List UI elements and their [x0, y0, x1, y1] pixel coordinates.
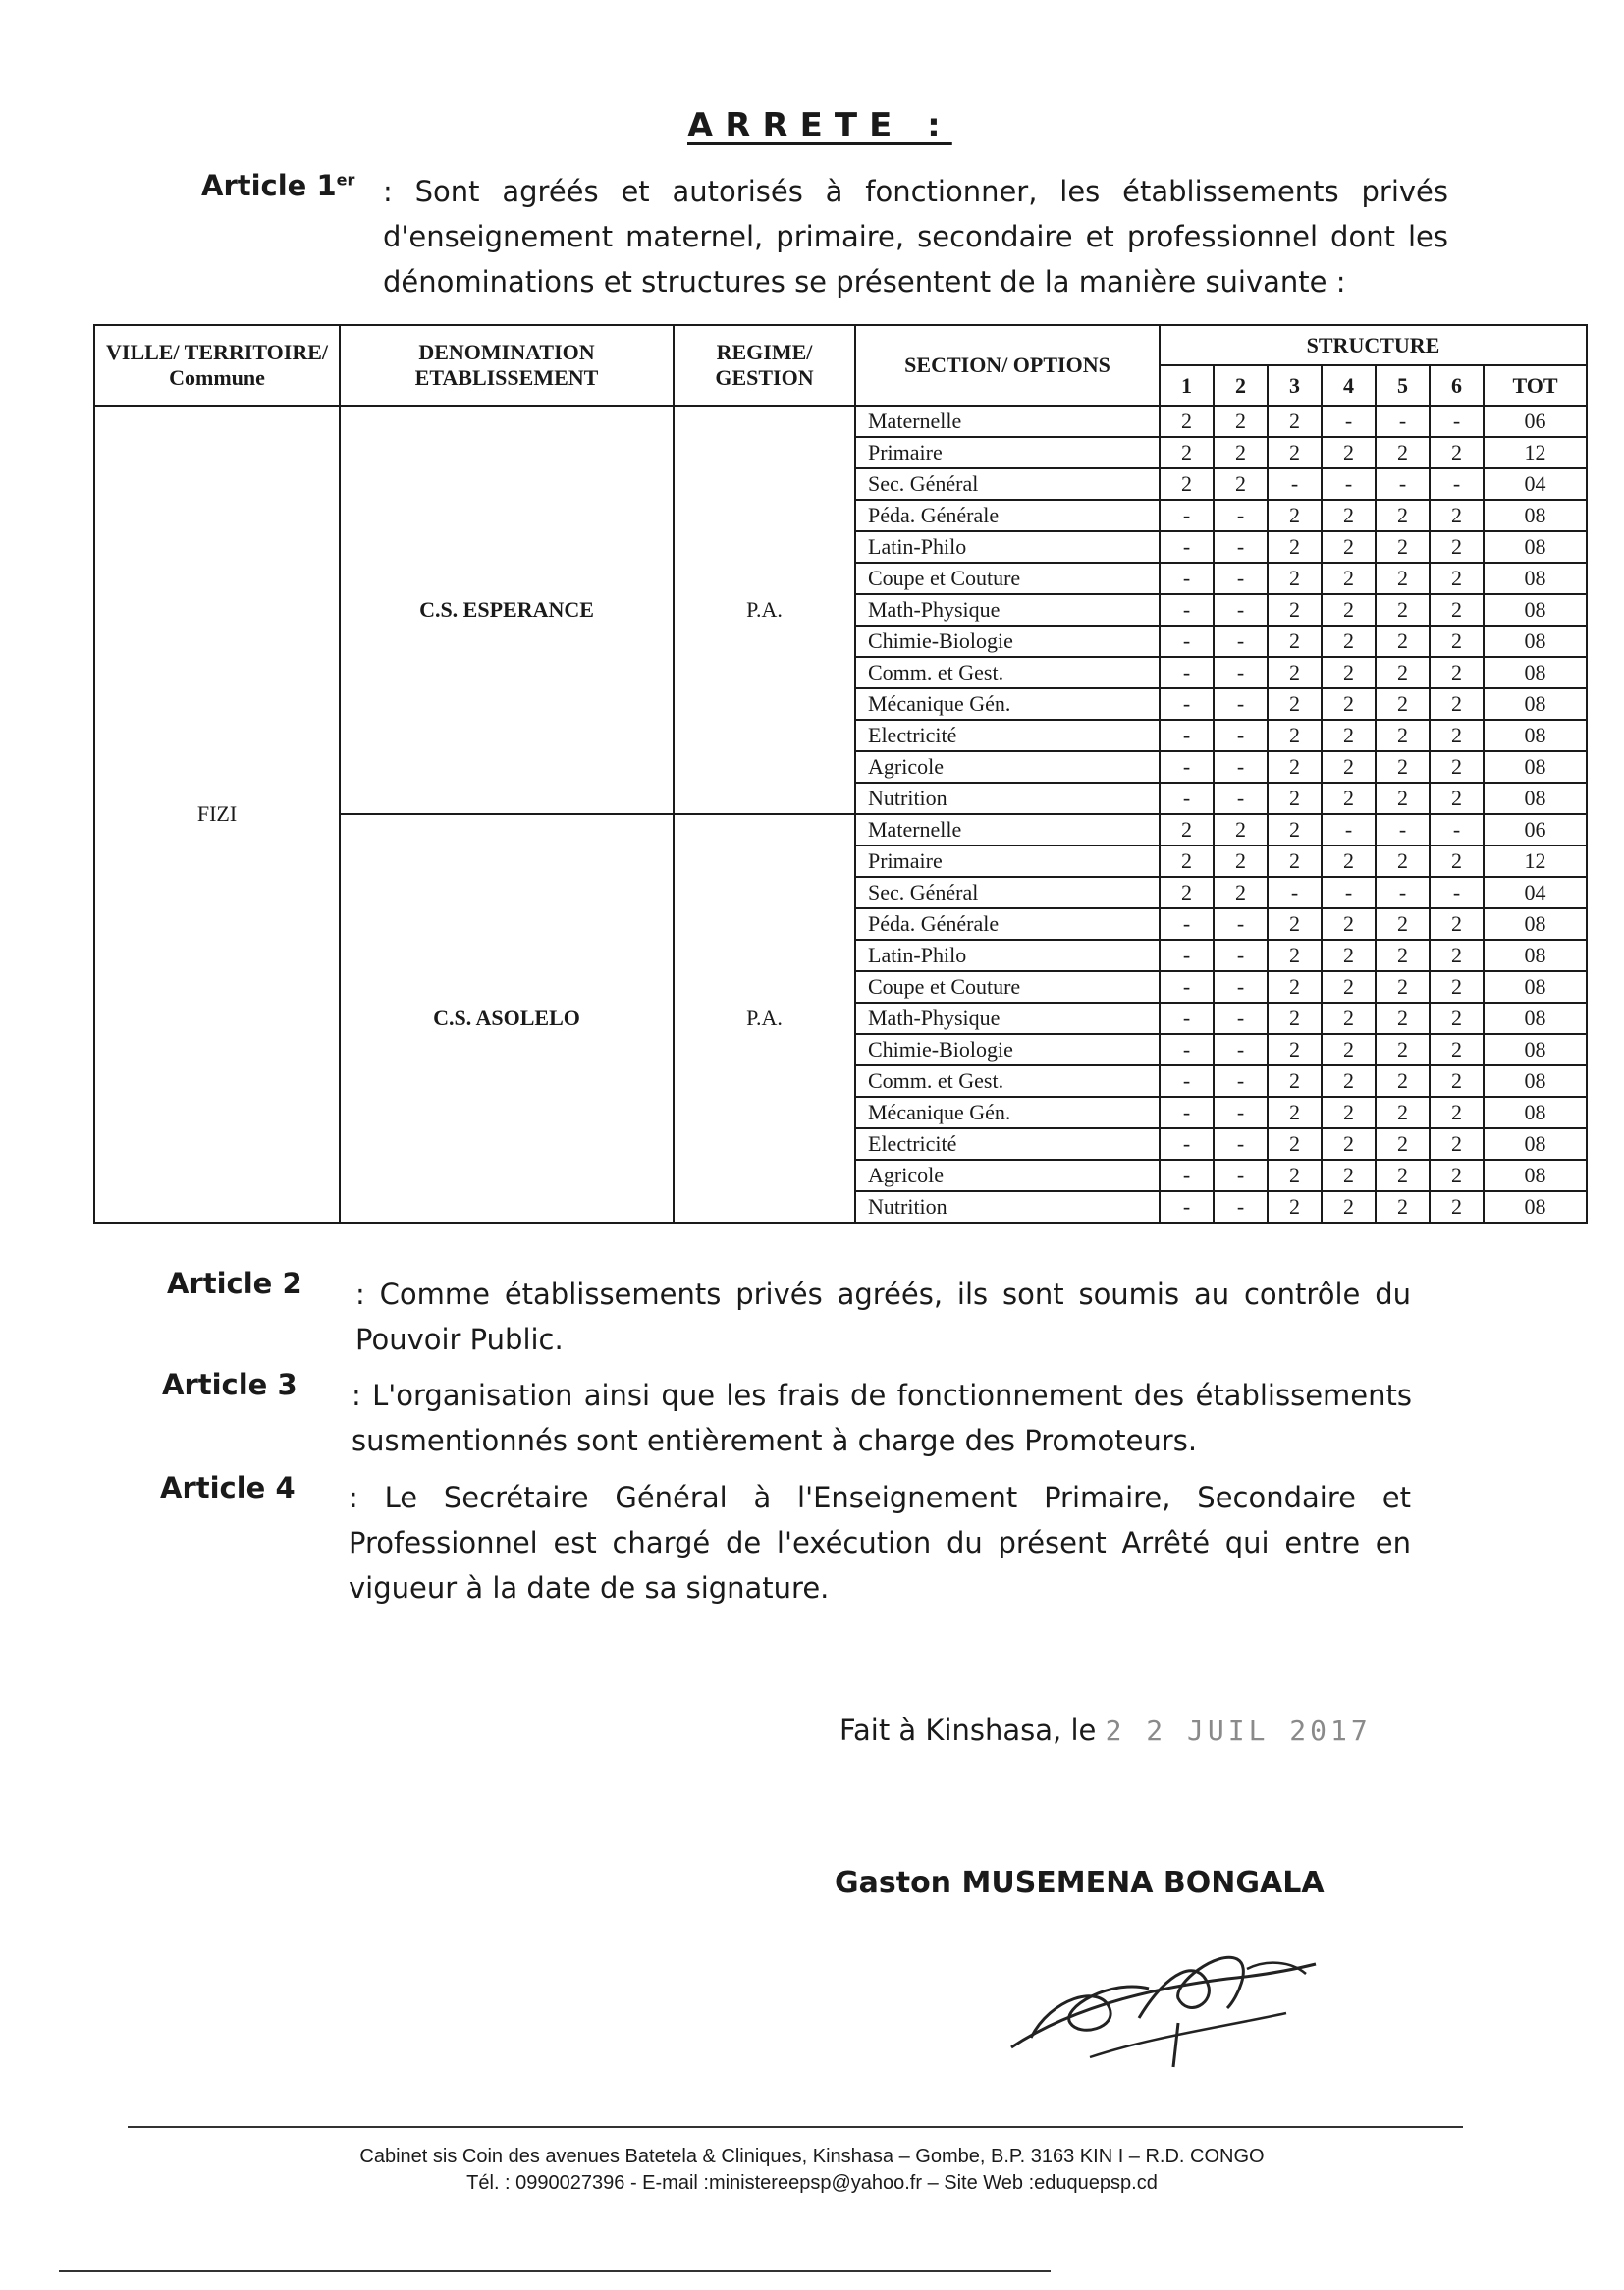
cell-structure-4: 2 [1322, 657, 1376, 688]
cell-structure-4: 2 [1322, 1097, 1376, 1128]
cell-option: Maternelle [855, 814, 1160, 845]
cell-structure-3: 2 [1268, 1034, 1322, 1065]
cell-structure-6: - [1430, 877, 1484, 908]
header-section: SECTION/ OPTIONS [855, 325, 1160, 406]
table-body [94, 406, 1587, 1223]
cell-structure-3: 2 [1268, 406, 1322, 437]
article-2-text: : Comme établissements privés agréés, ils sont soumis au contrôle du Pouvoir Public. [355, 1278, 1411, 1356]
cell-structure-6: 2 [1430, 940, 1484, 971]
cell-structure-2: 2 [1214, 437, 1268, 468]
cell-total: 06 [1484, 406, 1587, 437]
cell-structure-6: 2 [1430, 1003, 1484, 1034]
header-structure: STRUCTURE [1160, 325, 1587, 365]
cell-total: 08 [1484, 1034, 1587, 1065]
cell-structure-4: 2 [1322, 751, 1376, 783]
cell-total: 08 [1484, 971, 1587, 1003]
cell-structure-2: - [1214, 971, 1268, 1003]
article-4-label: Article 4 [160, 1471, 296, 1504]
cell-option: Electricité [855, 1128, 1160, 1160]
cell-option: Latin-Philo [855, 940, 1160, 971]
cell-structure-6: 2 [1430, 531, 1484, 563]
header-col-2: 2 [1214, 365, 1268, 406]
cell-structure-1: - [1160, 908, 1214, 940]
cell-option: Chimie-Biologie [855, 626, 1160, 657]
handwritten-signature [992, 1930, 1345, 2077]
cell-structure-2: - [1214, 1003, 1268, 1034]
cell-structure-6: 2 [1430, 437, 1484, 468]
cell-option: Chimie-Biologie [855, 1034, 1160, 1065]
cell-structure-2: - [1214, 751, 1268, 783]
cell-structure-1: 2 [1160, 468, 1214, 500]
cell-structure-4: 2 [1322, 1191, 1376, 1223]
cell-structure-2: - [1214, 1160, 1268, 1191]
cell-structure-6: - [1430, 814, 1484, 845]
cell-structure-3: 2 [1268, 688, 1322, 720]
cell-structure-1: - [1160, 1191, 1214, 1223]
header-col-3: 3 [1268, 365, 1322, 406]
cell-structure-2: 2 [1214, 845, 1268, 877]
cell-structure-5: - [1376, 877, 1430, 908]
cell-structure-3: 2 [1268, 563, 1322, 594]
document-title: ARRETE : [687, 106, 952, 145]
cell-total: 08 [1484, 594, 1587, 626]
cell-structure-1: - [1160, 500, 1214, 531]
header-col-5: 5 [1376, 365, 1430, 406]
article-1-sup: er [336, 170, 355, 190]
header-col-6: 6 [1430, 365, 1484, 406]
cell-structure-1: - [1160, 1065, 1214, 1097]
cell-structure-5: 2 [1376, 594, 1430, 626]
cell-structure-3: 2 [1268, 908, 1322, 940]
header-regime: REGIME/ GESTION [674, 325, 855, 406]
cell-structure-6: 2 [1430, 563, 1484, 594]
cell-structure-4: 2 [1322, 531, 1376, 563]
article-1-text: : Sont agréés et autorisés à fonctionner, les établissements privés d'enseignement maternel, primaire, secondaire et professionnel dont les dénominations et structures se présentent de la manière suivante : [383, 175, 1448, 299]
cell-option: Péda. Générale [855, 908, 1160, 940]
cell-total: 08 [1484, 1097, 1587, 1128]
cell-structure-4: - [1322, 814, 1376, 845]
cell-structure-3: 2 [1268, 437, 1322, 468]
cell-structure-4: 2 [1322, 1003, 1376, 1034]
cell-structure-5: 2 [1376, 563, 1430, 594]
article-2-label: Article 2 [167, 1267, 302, 1300]
cell-structure-1: - [1160, 531, 1214, 563]
cell-structure-2: - [1214, 783, 1268, 814]
cell-structure-2: - [1214, 626, 1268, 657]
cell-regime: P.A. [674, 814, 855, 1223]
cell-total: 08 [1484, 563, 1587, 594]
cell-structure-6: 2 [1430, 500, 1484, 531]
cell-structure-2: - [1214, 563, 1268, 594]
cell-structure-5: 2 [1376, 531, 1430, 563]
cell-structure-5: 2 [1376, 1191, 1430, 1223]
cell-option: Sec. Général [855, 468, 1160, 500]
cell-option: Nutrition [855, 783, 1160, 814]
cell-structure-5: 2 [1376, 940, 1430, 971]
cell-structure-2: - [1214, 688, 1268, 720]
cell-structure-3: 2 [1268, 845, 1322, 877]
cell-structure-1: - [1160, 1003, 1214, 1034]
cell-structure-5: 2 [1376, 657, 1430, 688]
cell-structure-1: - [1160, 783, 1214, 814]
cell-structure-2: - [1214, 908, 1268, 940]
cell-structure-6: 2 [1430, 720, 1484, 751]
article-3-text: : L'organisation ainsi que les frais de fonctionnement des établissements susmentionnés sont entièrement à charge des Promoteurs. [352, 1379, 1412, 1457]
cell-ville: FIZI [94, 406, 340, 1223]
cell-structure-5: 2 [1376, 1003, 1430, 1034]
cell-structure-6: - [1430, 468, 1484, 500]
cell-structure-3: 2 [1268, 1065, 1322, 1097]
table-row [94, 406, 1587, 437]
cell-structure-3: 2 [1268, 626, 1322, 657]
cell-total: 08 [1484, 1003, 1587, 1034]
cell-structure-6: 2 [1430, 1065, 1484, 1097]
cell-structure-5: 2 [1376, 626, 1430, 657]
cell-option: Comm. et Gest. [855, 657, 1160, 688]
cell-total: 08 [1484, 720, 1587, 751]
cell-structure-6: 2 [1430, 908, 1484, 940]
signature-place: Fait à Kinshasa, le [839, 1714, 1097, 1747]
cell-option: Coupe et Couture [855, 563, 1160, 594]
cell-structure-5: - [1376, 468, 1430, 500]
cell-structure-1: - [1160, 1097, 1214, 1128]
cell-structure-5: 2 [1376, 908, 1430, 940]
cell-total: 08 [1484, 657, 1587, 688]
cell-structure-2: 2 [1214, 814, 1268, 845]
cell-structure-1: 2 [1160, 437, 1214, 468]
cell-structure-2: - [1214, 1097, 1268, 1128]
cell-structure-4: 2 [1322, 908, 1376, 940]
cell-option: Math-Physique [855, 594, 1160, 626]
cell-structure-4: 2 [1322, 971, 1376, 1003]
cell-structure-4: 2 [1322, 1128, 1376, 1160]
article-1-label [201, 169, 354, 202]
table-header-row [94, 325, 1587, 365]
cell-structure-1: - [1160, 594, 1214, 626]
cell-structure-5: 2 [1376, 437, 1430, 468]
cell-total: 08 [1484, 1191, 1587, 1223]
cell-structure-3: - [1268, 468, 1322, 500]
cell-structure-5: 2 [1376, 1097, 1430, 1128]
cell-structure-6: - [1430, 406, 1484, 437]
signatory-name: Gaston MUSEMENA BONGALA [835, 1866, 1325, 1900]
cell-structure-2: - [1214, 940, 1268, 971]
cell-structure-2: - [1214, 657, 1268, 688]
cell-total: 08 [1484, 688, 1587, 720]
cell-structure-3: 2 [1268, 783, 1322, 814]
cell-structure-2: - [1214, 500, 1268, 531]
cell-establishment-name: C.S. ESPERANCE [340, 406, 674, 814]
cell-structure-1: - [1160, 1034, 1214, 1065]
cell-structure-4: 2 [1322, 500, 1376, 531]
signature-date-stamp: 2 2 JUIL 2017 [1105, 1715, 1372, 1747]
cell-structure-2: 2 [1214, 877, 1268, 908]
cell-structure-4: 2 [1322, 783, 1376, 814]
cell-structure-6: 2 [1430, 1191, 1484, 1223]
cell-total: 04 [1484, 468, 1587, 500]
cell-structure-5: 2 [1376, 1128, 1430, 1160]
article-1-label-text: Article 1 [201, 169, 337, 202]
signature-place-date [839, 1714, 1372, 1747]
cell-option: Coupe et Couture [855, 971, 1160, 1003]
cell-structure-6: 2 [1430, 845, 1484, 877]
cell-option: Primaire [855, 437, 1160, 468]
cell-structure-5: 2 [1376, 1065, 1430, 1097]
cell-structure-4: 2 [1322, 845, 1376, 877]
cell-structure-4: 2 [1322, 594, 1376, 626]
cell-total: 06 [1484, 814, 1587, 845]
cell-structure-1: - [1160, 1128, 1214, 1160]
cell-structure-3: 2 [1268, 1128, 1322, 1160]
cell-structure-6: 2 [1430, 1097, 1484, 1128]
cell-structure-3: 2 [1268, 1097, 1322, 1128]
cell-structure-6: 2 [1430, 626, 1484, 657]
cell-establishment-name: C.S. ASOLELO [340, 814, 674, 1223]
cell-structure-2: - [1214, 1034, 1268, 1065]
cell-structure-6: 2 [1430, 751, 1484, 783]
cell-total: 08 [1484, 1128, 1587, 1160]
header-ville: VILLE/ TERRITOIRE/ Commune [94, 325, 340, 406]
cell-option: Nutrition [855, 1191, 1160, 1223]
cell-structure-3: 2 [1268, 1003, 1322, 1034]
cell-structure-6: 2 [1430, 1160, 1484, 1191]
cell-option: Agricole [855, 1160, 1160, 1191]
footer-address: Cabinet sis Coin des avenues Batetela & Cliniques, Kinshasa – Gombe, B.P. 3163 KIN I – R.D. CONGO [359, 2146, 1265, 2167]
cell-structure-4: 2 [1322, 940, 1376, 971]
cell-regime: P.A. [674, 406, 855, 814]
cell-structure-6: 2 [1430, 971, 1484, 1003]
cell-structure-3: 2 [1268, 1191, 1322, 1223]
cell-option: Math-Physique [855, 1003, 1160, 1034]
header-col-4: 4 [1322, 365, 1376, 406]
cell-structure-2: - [1214, 1065, 1268, 1097]
cell-option: Mécanique Gén. [855, 688, 1160, 720]
cell-option: Primaire [855, 845, 1160, 877]
cell-structure-3: 2 [1268, 751, 1322, 783]
cell-structure-1: - [1160, 688, 1214, 720]
cell-structure-3: 2 [1268, 971, 1322, 1003]
cell-structure-1: - [1160, 657, 1214, 688]
cell-option: Maternelle [855, 406, 1160, 437]
cell-structure-4: 2 [1322, 437, 1376, 468]
cell-structure-3: 2 [1268, 657, 1322, 688]
cell-total: 08 [1484, 940, 1587, 971]
cell-structure-2: 2 [1214, 468, 1268, 500]
cell-structure-5: 2 [1376, 1160, 1430, 1191]
cell-structure-1: - [1160, 1160, 1214, 1191]
cell-structure-6: 2 [1430, 783, 1484, 814]
cell-structure-5: - [1376, 814, 1430, 845]
cell-option: Péda. Générale [855, 500, 1160, 531]
header-denomination: DENOMINATION ETABLISSEMENT [340, 325, 674, 406]
cell-structure-6: 2 [1430, 657, 1484, 688]
cell-total: 04 [1484, 877, 1587, 908]
cell-structure-3: 2 [1268, 814, 1322, 845]
cell-structure-5: 2 [1376, 688, 1430, 720]
cell-structure-3: 2 [1268, 500, 1322, 531]
cell-structure-4: 2 [1322, 626, 1376, 657]
cell-structure-6: 2 [1430, 1128, 1484, 1160]
cell-total: 08 [1484, 626, 1587, 657]
cell-structure-3: 2 [1268, 720, 1322, 751]
cell-structure-1: - [1160, 940, 1214, 971]
cell-structure-1: 2 [1160, 406, 1214, 437]
cell-structure-1: - [1160, 626, 1214, 657]
cell-structure-1: - [1160, 751, 1214, 783]
cell-structure-5: - [1376, 406, 1430, 437]
cell-option: Comm. et Gest. [855, 1065, 1160, 1097]
cell-structure-4: - [1322, 468, 1376, 500]
cell-total: 08 [1484, 500, 1587, 531]
cell-option: Mécanique Gén. [855, 1097, 1160, 1128]
cell-structure-5: 2 [1376, 1034, 1430, 1065]
cell-structure-2: - [1214, 1128, 1268, 1160]
cell-structure-4: 2 [1322, 1160, 1376, 1191]
cell-structure-6: 2 [1430, 688, 1484, 720]
cell-structure-3: 2 [1268, 594, 1322, 626]
cell-structure-1: - [1160, 720, 1214, 751]
cell-structure-3: 2 [1268, 531, 1322, 563]
cell-structure-5: 2 [1376, 751, 1430, 783]
cell-structure-2: - [1214, 1191, 1268, 1223]
cell-structure-4: 2 [1322, 720, 1376, 751]
cell-structure-5: 2 [1376, 500, 1430, 531]
cell-structure-1: - [1160, 971, 1214, 1003]
cell-total: 12 [1484, 437, 1587, 468]
cell-structure-6: 2 [1430, 1034, 1484, 1065]
cell-structure-4: 2 [1322, 688, 1376, 720]
footer-contact: Tél. : 0990027396 - E-mail :ministereepsp@yahoo.fr – Site Web :eduquepsp.cd [466, 2172, 1158, 2194]
cell-total: 08 [1484, 1065, 1587, 1097]
cell-structure-5: 2 [1376, 971, 1430, 1003]
cell-structure-2: 2 [1214, 406, 1268, 437]
cell-structure-5: 2 [1376, 783, 1430, 814]
cell-option: Agricole [855, 751, 1160, 783]
cell-structure-5: 2 [1376, 845, 1430, 877]
cell-structure-5: 2 [1376, 720, 1430, 751]
cell-structure-3: 2 [1268, 940, 1322, 971]
cell-total: 08 [1484, 1160, 1587, 1191]
structure-table [93, 324, 1588, 1224]
cell-option: Electricité [855, 720, 1160, 751]
cell-option: Latin-Philo [855, 531, 1160, 563]
cell-total: 08 [1484, 531, 1587, 563]
cell-total: 12 [1484, 845, 1587, 877]
cell-structure-4: 2 [1322, 1065, 1376, 1097]
bottom-divider [59, 2270, 1051, 2272]
cell-option: Sec. Général [855, 877, 1160, 908]
cell-structure-1: 2 [1160, 814, 1214, 845]
header-col-1: 1 [1160, 365, 1214, 406]
cell-structure-2: - [1214, 531, 1268, 563]
cell-structure-2: - [1214, 720, 1268, 751]
cell-total: 08 [1484, 751, 1587, 783]
cell-structure-3: - [1268, 877, 1322, 908]
cell-structure-4: 2 [1322, 563, 1376, 594]
cell-structure-6: 2 [1430, 594, 1484, 626]
cell-total: 08 [1484, 908, 1587, 940]
cell-structure-1: 2 [1160, 845, 1214, 877]
cell-structure-4: 2 [1322, 1034, 1376, 1065]
article-3-label: Article 3 [162, 1368, 298, 1401]
cell-structure-2: - [1214, 594, 1268, 626]
cell-structure-4: - [1322, 406, 1376, 437]
cell-structure-3: 2 [1268, 1160, 1322, 1191]
cell-structure-1: 2 [1160, 877, 1214, 908]
header-col-tot: TOT [1484, 365, 1587, 406]
footer-divider [128, 2126, 1463, 2128]
cell-total: 08 [1484, 783, 1587, 814]
article-4-text: : Le Secrétaire Général à l'Enseignement Primaire, Secondaire et Professionnel est chargé de l'exécution du présent Arrêté qui entre en vigueur à la date de sa signature. [349, 1481, 1411, 1605]
cell-structure-4: - [1322, 877, 1376, 908]
cell-structure-1: - [1160, 563, 1214, 594]
